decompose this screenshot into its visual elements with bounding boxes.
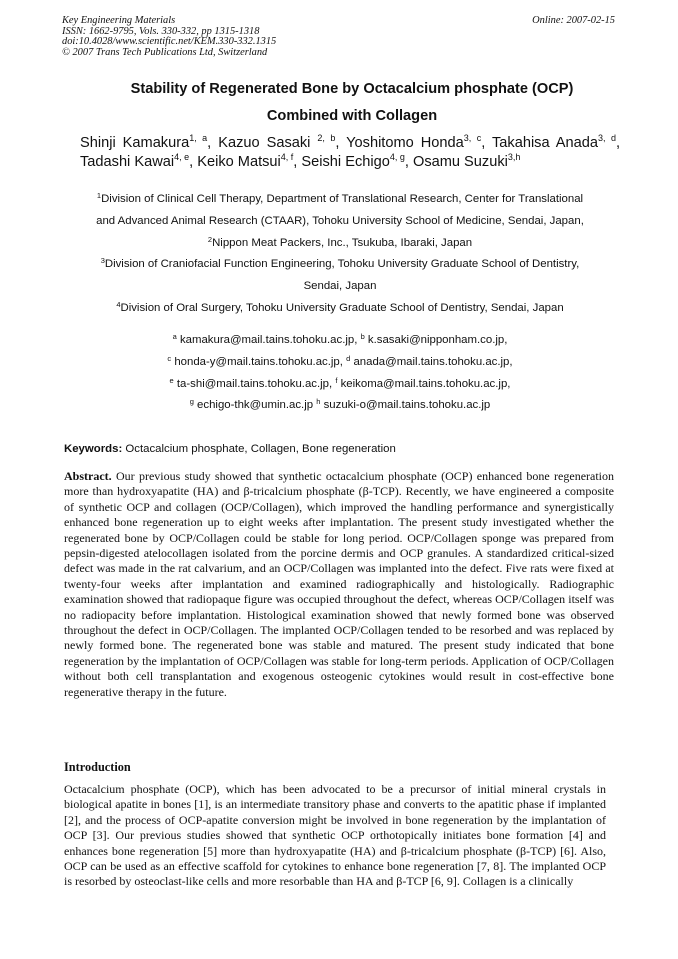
author: Kazuo Sasaki $^{2, b}$,: [218, 133, 347, 151]
author: Shinji Kamakura$^{1, a}$,: [80, 133, 219, 151]
introduction-body: Octacalcium phosphate (OCP), which has been advocated to be a precursor of initial mineral crystals in biological apatite in bones [1], is an intermediate transitory phase and converts to the apatitic phase if implanted [2], and the process of OCP-apatite conversion might be involved in bone regeneration by the implantation of OCP [3]. Our previous studies showed that synthetic OCP orthotopically initiates bone formation [4] and enhances bone regeneration [5] more than hydroxyapatite (HA) and β-tricalcium phosphate (β-TCP) [6]. Also, OCP can be used as an effective scaffold for cytokines to enhance bone regeneration [7, 8]. The implanted OCP is resorbed by osteoclast-like cells and more resorbable than HA and β-TCP [6, 9]. Collagen is a clinically: [64, 782, 607, 889]
author-name: Kazuo Sasaki: [218, 135, 318, 151]
email-address[interactable]: echigo-thk@umin.ac.jp: [197, 399, 314, 412]
email-address[interactable]: honda-y@mail.tains.tohoku.ac.jp,: [174, 355, 343, 368]
affiliations: [62, 189, 618, 320]
email-line: $^e$ ta-shi@mail.tains.tohoku.ac.jp, $^f$ keikoma@mail.tains.tohoku.ac.jp,: [169, 375, 511, 390]
paper-title-line-2: Combined with Collagen: [266, 108, 438, 124]
affiliation-line: and Advanced Animal Research (CTAAR), Tohoku University School of Medicine, Sendai, Japan,: [96, 214, 584, 227]
abstract-label: Abstract.: [64, 469, 112, 483]
email-address[interactable]: ta-shi@mail.tains.tohoku.ac.jp,: [176, 377, 333, 390]
author-affiliation-mark: 1, a: [189, 133, 208, 143]
author-affiliation-mark: 4, e: [174, 151, 190, 162]
author-affiliation-mark: 3, d: [598, 133, 616, 143]
author: Yoshitomo Honda$^{3, c}$,: [346, 133, 492, 151]
author-affiliation-mark: 2, b: [317, 133, 336, 143]
author-affiliation-mark: 3,h: [507, 151, 521, 162]
author: Seishi Echigo$^{4, g}$,: [301, 151, 413, 170]
email-line: $^a$ kamakura@mail.tains.tohoku.ac.jp, $^b$ k.sasaki@nipponham.co.jp,: [172, 332, 508, 346]
author-name: Osamu Suzuki: [412, 153, 508, 170]
affiliation-line: $^4$Division of Oral Surgery, Tohoku University Graduate School of Dentistry, Sendai, Japan: [116, 299, 564, 314]
author-name: Seishi Echigo: [301, 153, 390, 170]
author-name: Tadashi Kawai: [80, 153, 175, 170]
keywords: [64, 443, 620, 455]
affiliation-line: Sendai, Japan: [303, 280, 377, 293]
author: Takahisa Anada$^{3, d}$,: [492, 133, 621, 151]
email-list: [62, 330, 618, 417]
affiliation-line: $^2$Nippon Meat Packers, Inc., Tsukuba, Ibaraki, Japan: [207, 234, 473, 249]
author-name: Yoshitomo Honda: [346, 135, 464, 151]
keywords-text: Octacalcium phosphate, Collagen, Bone regeneration: [122, 443, 396, 455]
affiliation-line: $^1$Division of Clinical Cell Therapy, Department of Translational Research, Center for Translational: [96, 191, 584, 205]
email-line: $^g$ echigo-thk@umin.ac.jp $^h$ suzuki-o@mail.tains.tohoku.ac.jp: [189, 397, 491, 412]
online-date: Online: 2007-02-15: [532, 15, 615, 26]
author-name: Takahisa Anada: [492, 135, 598, 151]
author-list: [80, 134, 620, 171]
email-address[interactable]: keikoma@mail.tains.tohoku.ac.jp,: [340, 377, 511, 390]
email-line: $^c$ honda-y@mail.tains.tohoku.ac.jp, $^d$ anada@mail.tains.tohoku.ac.jp,: [167, 353, 513, 368]
copyright-line: © 2007 Trans Tech Publications Ltd, Switzerland: [62, 46, 268, 58]
journal-name: Key Engineering Materials: [62, 15, 176, 26]
author: [412, 151, 521, 170]
paper-title-line-1: Stability of Regenerated Bone by Octacalcium phosphate (OCP): [130, 81, 574, 97]
keywords-label: Keywords:: [64, 443, 123, 455]
email-address[interactable]: anada@mail.tains.tohoku.ac.jp,: [353, 355, 513, 368]
affiliation-line: $^3$Division of Craniofacial Function Engineering, Tohoku University Graduate School of Dentistry,: [100, 256, 580, 271]
abstract: Abstract. Our previous study showed that synthetic octacalcium phosphate (OCP) enhanced bone regeneration more than hydroxyapatite (HA) and β-tricalcium phosphate (β-TCP). Recently, we have engineered a composite of synthetic OCP and collagen (OCP/Collagen), which improved the handling performance and synergistically enhanced bone regeneration up to eight weeks after implantation. The present study investigated whether the regenerated bone by OCP/Collagen could be stable for long period. OCP/Collagen sponge was prepared from pepsin-digested atelocollagen isolated from the porcine dermis and OCP granules. A standardized critical-sized defect was made in the rat calvarium, and an OCP/Collagen was implanted into the defect. Five rats were fixed at twenty-four weeks after implantation and examined radiographically and histologically. Radiographic examination showed that radiopaque figure was occupied throughout the defect, whereas OCP/Collagen itself was no radiopacity before implantation. Histological examination showed that newly formed bone was observed throughout the defect in OCP/Collagen. The implanted OCP/Collagen tended to be resorbed and was replaced by newly formed bone. The regenerated bone was stable and matured. The present study indicated that bone regeneration by the implantation of OCP/Collagen was stable for long-term periods. Application of OCP/Collagen without both cell transplantation and exogenous osteogenic cytokines would result in cost-effective bone regenerative therapy in the future.: [64, 469, 615, 699]
email-address[interactable]: k.sasaki@nipponham.co.jp,: [367, 334, 508, 346]
email-address[interactable]: kamakura@mail.tains.tohoku.ac.jp,: [179, 334, 358, 346]
author-name: Shinji Kamakura: [80, 135, 190, 151]
email-address[interactable]: suzuki-o@mail.tains.tohoku.ac.jp: [323, 399, 491, 412]
author: Tadashi Kawai$^{4, e}$,: [80, 151, 198, 170]
introduction-heading: Introduction: [64, 760, 131, 774]
author-affiliation-mark: 4, f: [280, 151, 294, 162]
author-affiliation-mark: 4, g: [389, 151, 405, 162]
author-name: Keiko Matsui: [197, 153, 281, 170]
journal-header: [62, 16, 276, 58]
issn-line: ISSN: 1662-9795, Vols. 330-332, pp 1315-1318: [62, 25, 260, 37]
doi-line: doi:10.4028/www.scientific.net/KEM.330-332.1315: [62, 36, 277, 48]
author: Keiko Matsui$^{4, f}$,: [197, 151, 302, 170]
author-affiliation-mark: 3, c: [463, 133, 482, 143]
